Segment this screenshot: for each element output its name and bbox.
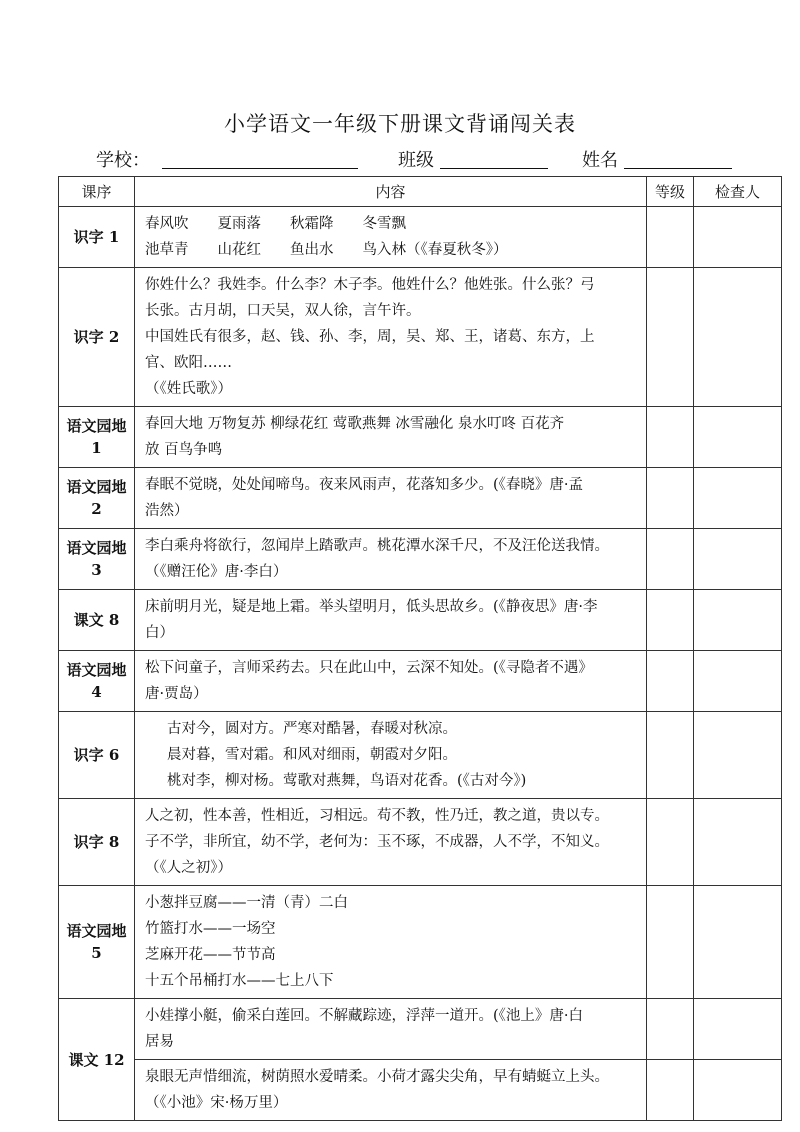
content-line: 春回大地 万物复苏 柳绿花红 莺歌燕舞 冰雪融化 泉水叮咚 百花齐: [145, 416, 565, 432]
lesson-cell: 语文园地 3: [59, 529, 135, 590]
checker-cell[interactable]: [694, 886, 782, 999]
table-row: [59, 886, 782, 999]
content-line: 竹篮打水——一场空: [145, 921, 276, 937]
content-cell: [135, 207, 647, 268]
lesson-cell: 课文 12: [59, 999, 135, 1121]
table-row: [59, 799, 782, 886]
content-line: 桃对李，柳对杨。莺歌对燕舞，鸟语对花香。(《古对今》): [167, 773, 527, 789]
grade-cell[interactable]: [647, 886, 694, 999]
content-cell: [135, 712, 647, 799]
content-cell: [135, 407, 647, 468]
content-line: （《姓氏歌》）: [145, 381, 232, 397]
checker-cell[interactable]: [694, 407, 782, 468]
table-row: [59, 1060, 782, 1121]
checker-cell[interactable]: [694, 468, 782, 529]
content-line: 小葱拌豆腐——一清（青）二白: [145, 895, 348, 911]
grade-cell[interactable]: [647, 468, 694, 529]
class-blank[interactable]: [440, 168, 548, 169]
content-line: （《人之初》）: [145, 860, 232, 876]
content-line: （《赠汪伦》唐·李白）: [145, 564, 288, 580]
content-cell: [135, 999, 647, 1060]
page-title: 小学语文一年级下册课文背诵闯关表: [224, 112, 576, 136]
checker-cell[interactable]: [694, 207, 782, 268]
lesson-cell: 课文 8: [59, 590, 135, 651]
checker-cell[interactable]: [694, 268, 782, 407]
table-row: [59, 529, 782, 590]
col-header-grade: 等级: [647, 177, 694, 207]
recitation-table: [58, 176, 782, 1121]
lesson-cell: 识字 8: [59, 799, 135, 886]
content-line: 中国姓氏有很多，赵、钱、孙、李，周，吴、郑、王，诸葛、东方，上: [145, 329, 595, 345]
lesson-cell: 识字 6: [59, 712, 135, 799]
content-cell: [135, 590, 647, 651]
content-line: 浩然）: [145, 503, 189, 519]
lesson-cell: 语文园地 1: [59, 407, 135, 468]
name-label: 姓名: [582, 150, 618, 171]
table-row: [59, 590, 782, 651]
checker-cell[interactable]: [694, 999, 782, 1060]
lesson-cell: 识字 1: [59, 207, 135, 268]
content-line: （《小池》宋·杨万里）: [145, 1095, 288, 1111]
grade-cell[interactable]: [647, 799, 694, 886]
grade-cell[interactable]: [647, 999, 694, 1060]
content-line: 长张。古月胡，口天吴，双人徐，言午许。: [145, 303, 421, 319]
lesson-cell: 语文园地 4: [59, 651, 135, 712]
grade-cell[interactable]: [647, 268, 694, 407]
checker-cell[interactable]: [694, 712, 782, 799]
content-cell: [135, 529, 647, 590]
content-cell: [135, 886, 647, 999]
grade-cell[interactable]: [647, 207, 694, 268]
content-line: 松下问童子，言师采药去。只在此山中，云深不知处。(《寻隐者不遇》: [145, 660, 593, 676]
grade-cell[interactable]: [647, 712, 694, 799]
content-line: 白）: [145, 625, 174, 641]
content-line: 官、欧阳……: [145, 355, 232, 371]
grade-cell[interactable]: [647, 529, 694, 590]
table-row: [59, 651, 782, 712]
form-header: [96, 146, 736, 174]
content-cell: [135, 651, 647, 712]
grade-cell[interactable]: [647, 651, 694, 712]
col-header-lesson: 课序: [59, 177, 135, 207]
content-cell: [135, 799, 647, 886]
content-line: 十五个吊桶打水——七上八下: [145, 973, 334, 989]
checker-cell[interactable]: [694, 529, 782, 590]
content-cell: [135, 1060, 647, 1121]
content-line: 春眠不觉晓，处处闻啼鸟。夜来风雨声，花落知多少。(《春晓》唐·孟: [145, 477, 584, 493]
table-header-row: [59, 177, 782, 207]
content-cell: [135, 468, 647, 529]
table-row: [59, 268, 782, 407]
table-row: [59, 999, 782, 1060]
table-row: [59, 468, 782, 529]
checker-cell[interactable]: [694, 1060, 782, 1121]
school-label: 学校：: [96, 150, 150, 171]
school-blank[interactable]: [162, 168, 358, 169]
content-line: 春风吹 夏雨落 秋霜降 冬雪飘: [145, 216, 406, 232]
checker-cell[interactable]: [694, 799, 782, 886]
content-line: 古对今，圆对方。严寒对酷暑，春暖对秋凉。: [167, 721, 457, 737]
content-line: 人之初，性本善，性相近，习相远。苟不教，性乃迁，教之道，贵以专。: [145, 808, 609, 824]
col-header-checker: 检查人: [694, 177, 782, 207]
checker-cell[interactable]: [694, 651, 782, 712]
content-line: 晨对暮，雪对霜。和风对细雨，朝霞对夕阳。: [167, 747, 457, 763]
grade-cell[interactable]: [647, 590, 694, 651]
class-label: 班级: [398, 150, 434, 171]
table-row: [59, 207, 782, 268]
grade-cell[interactable]: [647, 407, 694, 468]
content-line: 小娃撑小艇，偷采白莲回。不解藏踪迹，浮萍一道开。(《池上》唐·白: [145, 1008, 584, 1024]
col-header-content: 内容: [135, 177, 647, 207]
lesson-cell: 语文园地 2: [59, 468, 135, 529]
lesson-cell: 语文园地 5: [59, 886, 135, 999]
content-line: 池草青 山花红 鱼出水 鸟入林（《春夏秋冬》）: [145, 242, 508, 258]
name-blank[interactable]: [624, 168, 732, 169]
table-body: [59, 207, 782, 1121]
content-line: 芝麻开花——节节高: [145, 947, 276, 963]
content-line: 你姓什么？我姓李。什么李？木子李。他姓什么？他姓张。什么张？弓: [145, 277, 595, 293]
content-line: 唐·贾岛）: [145, 686, 208, 702]
content-line: 子不学，非所宜，幼不学，老何为：玉不琢，不成器，人不学，不知义。: [145, 834, 609, 850]
content-line: 床前明月光，疑是地上霜。举头望明月，低头思故乡。(《静夜思》唐·李: [145, 599, 598, 615]
content-line: 泉眼无声惜细流，树荫照水爱晴柔。小荷才露尖尖角，早有蜻蜓立上头。: [145, 1069, 609, 1085]
content-line: 李白乘舟将欲行，忽闻岸上踏歌声。桃花潭水深千尺，不及汪伦送我情。: [145, 538, 609, 554]
content-line: 居易: [145, 1034, 174, 1050]
content-cell: [135, 268, 647, 407]
checker-cell[interactable]: [694, 590, 782, 651]
lesson-cell: 识字 2: [59, 268, 135, 407]
content-line: 放 百鸟争鸣: [145, 442, 223, 458]
table-row: [59, 712, 782, 799]
table-row: [59, 407, 782, 468]
grade-cell[interactable]: [647, 1060, 694, 1121]
